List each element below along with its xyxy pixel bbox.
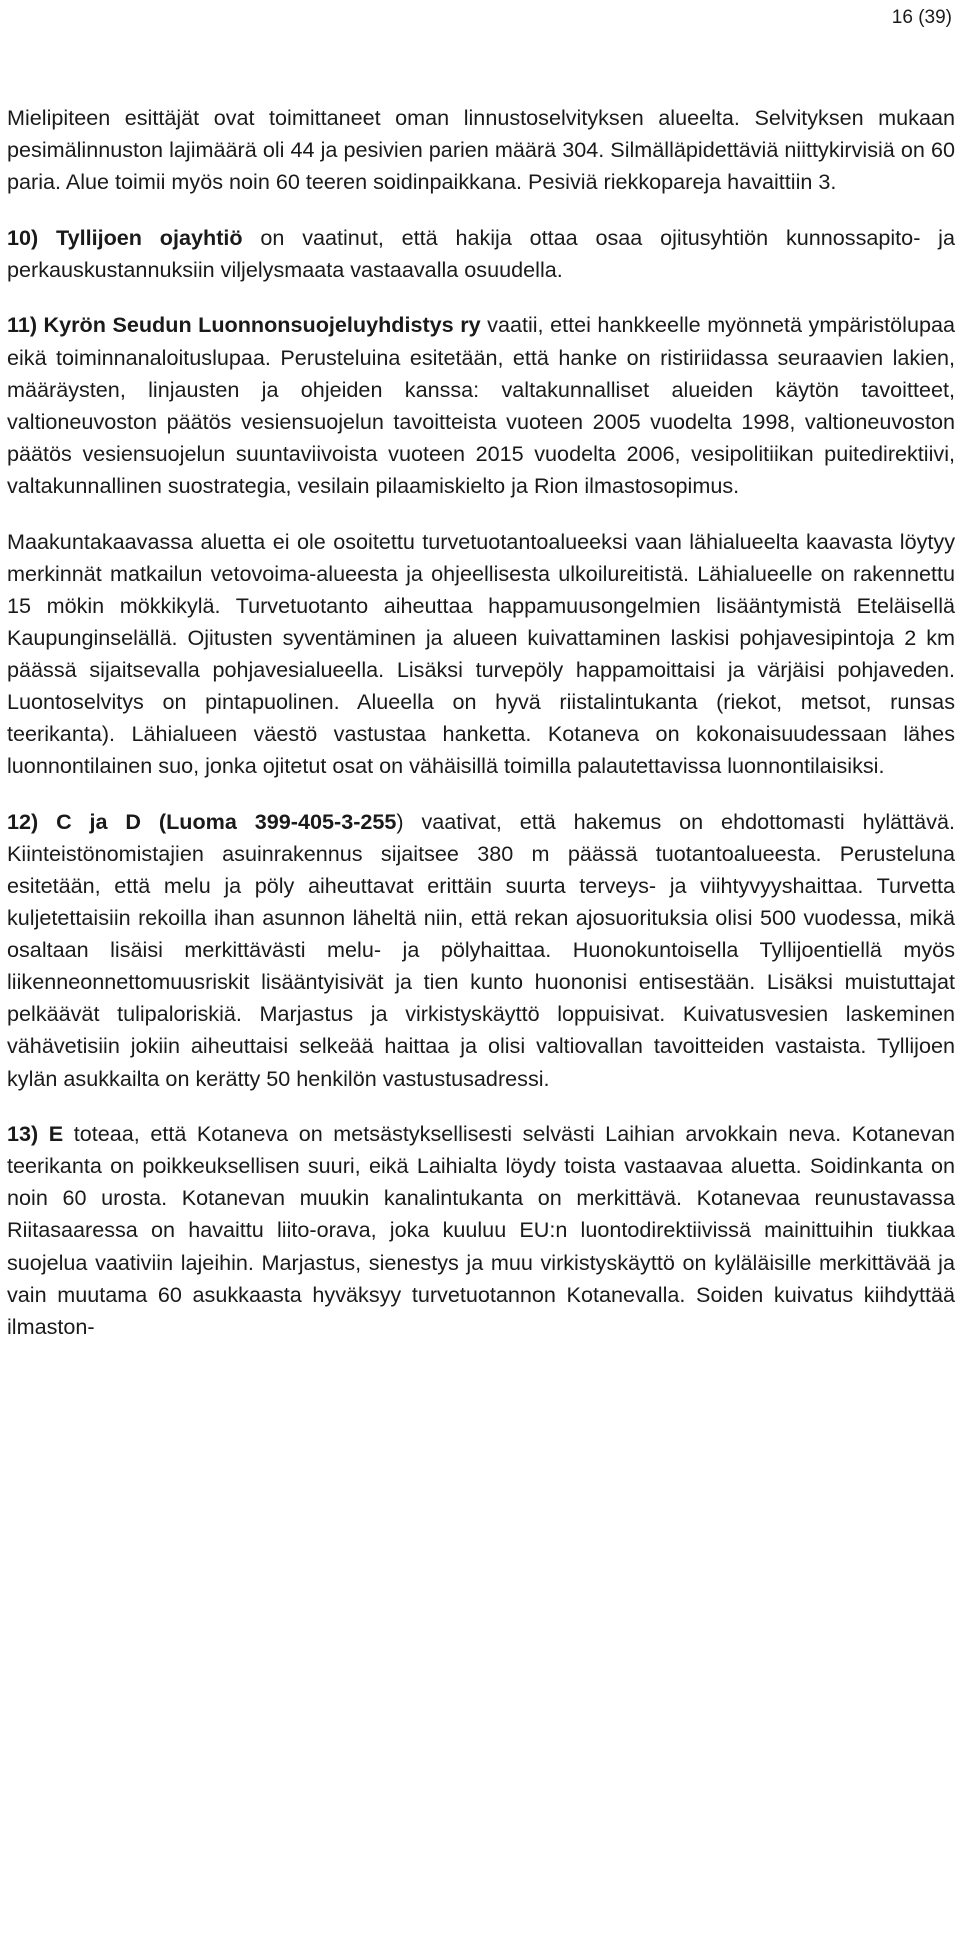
document-body — [7, 102, 955, 1366]
paragraph-text: on vaatinut, että hakija ottaa osaa ojitusyhtiön kunnossapito- ja perkauskustannuksiin viljelysmaata vastaavalla osuudella. — [7, 224, 955, 282]
paragraph-text: Maakuntakaavassa aluetta ei ole osoitettu turvetuotantoalueeksi vaan lähialueelta kaavasta löytyy merkinnät matkailun vetovoima-alueesta ja ohjeellisesta ulkoilureitistä. Lähialueelle on rakennettu 15 mökin mökkikylä. Turvetuotanto aiheuttaa happamuusongelmien lisääntymistä Eteläisellä Kaupunginselällä. Ojitusten syventäminen ja alueen kuivattaminen laskisi pohjavesipintoja 2 km päässä sijaitsevalla pohjavesialueella. Lisäksi turvepöly happamoittaisi ja värjäisi pohjaveden. Luontoselvitys on pintapuolinen. Alueella on hyvä riistalintukanta (riekot, metsot, runsas teerikanta). Lähialueen väestö vastustaa hanketta. Kotaneva on kokonaisuudessaan lähes luonnontilainen suo, jonka ojitetut osat on vähäisillä toimilla palautettavissa luonnontilaisiksi. — [7, 528, 955, 779]
paragraph-statement-11 — [7, 309, 955, 502]
statement-party: 10) Tyllijoen ojayhtiö — [7, 224, 243, 250]
paragraph-text: Mielipiteen esittäjät ovat toimittaneet oman linnustoselvityksen alueelta. Selvityksen mukaan pesimälinnuston lajimäärä oli 44 ja pesivien parien määrä 304. Silmälläpidettäviä niittykirvisiä on 60 paria. Alue toimii myös noin 60 teeren soidinpaikkana. Pesiviä riekkopareja havaittiin 3. — [7, 105, 955, 195]
statement-party: 13) E — [7, 1121, 64, 1147]
paragraph-land-use-plan — [7, 526, 955, 783]
statement-party: 11) Kyrön Seudun Luonnonsuojeluyhdistys ry — [7, 312, 481, 338]
paragraph-statement-12 — [7, 806, 955, 1095]
paragraph-text: ) vaativat, että hakemus on ehdottomasti hylättävä. Kiinteistönomistajien asuinrakennus sijaitsee 380 m päässä tuotantoalueesta. Perusteluna esitetään, että melu ja pöly aiheuttavat erittäin suurta terveys- ja viihtyvyyshaittaa. Turvetta kuljetettaisiin rekoilla ihan asunnon läheltä niin, että rekan ajosuorituksia olisi 500 vuodessa, mikä osaltaan lisäisi merkittävästi melu- ja pölyhaittaa. Huonokuntoisella Tyllijoentiellä myös liikenneonnettomuusriskit lisääntyisivät ja tien kunto huononisi entisestään. Lisäksi muistuttajat pelkäävät tulipaloriskiä. Marjastus ja virkistyskäyttö loppuisivat. Kuivatusvesien laskeminen vähävetisiin jokiin aiheuttaisi selkeää haittaa ja olisi valtiovallan tavoitteiden vastaista. Tyllijoen kylän asukkailta on kerätty 50 henkilön vastustusadressi. — [7, 808, 955, 1091]
paragraph-bird-survey — [7, 102, 955, 198]
paragraph-text: vaatii, ettei hankkeelle myönnetä ympäristölupaa eikä toiminnanaloituslupaa. Perusteluina esitetään, että hanke on ristiriidassa seuraavien lakien, määräysten, linjausten ja ohjeiden kanssa: valtakunnalliset alueiden käytön tavoitteet, valtioneuvoston päätös vesiensuojelun tavoitteista vuoteen 2005 vuodelta 1998, valtioneuvoston päätös vesiensuojelun suuntaviivoista vuoteen 2015 vuodelta 2006, vesipolitiikan puitedirektiivi, valtakunnallinen suostrategia, vesilain pilaamiskielto ja Rion ilmastosopimus. — [7, 312, 955, 498]
page-number: 16 (39) — [891, 7, 952, 28]
paragraph-text: toteaa, että Kotaneva on metsästyksellisesti selvästi Laihian arvokkain neva. Kotanevan teerikanta on poikkeuksellisen suuri, eikä Laihialta löydy toista vastaavaa aluetta. Soidinkanta on noin 60 urosta. Kotanevan muukin kanalintukanta on merkittävä. Kotanevaa reunustavassa Riitasaaressa on havaittu liito-orava, joka kuuluu EU:n luontodirektiivissä mainittuihin tiukkaa suojelua vaativiin lajeihin. Marjastus, sienestys ja muu virkistyskäyttö on kyläläisille merkittävää ja vain muutama 60 asukkaasta hyväksyy turvetuotannon Kotanevalla. Soiden kuivatus kiihdyttää ilmaston- — [7, 1121, 955, 1339]
paragraph-statement-10 — [7, 222, 955, 286]
statement-party: 12) C ja D (Luoma 399-405-3-255 — [7, 808, 397, 834]
paragraph-statement-13 — [7, 1118, 955, 1343]
